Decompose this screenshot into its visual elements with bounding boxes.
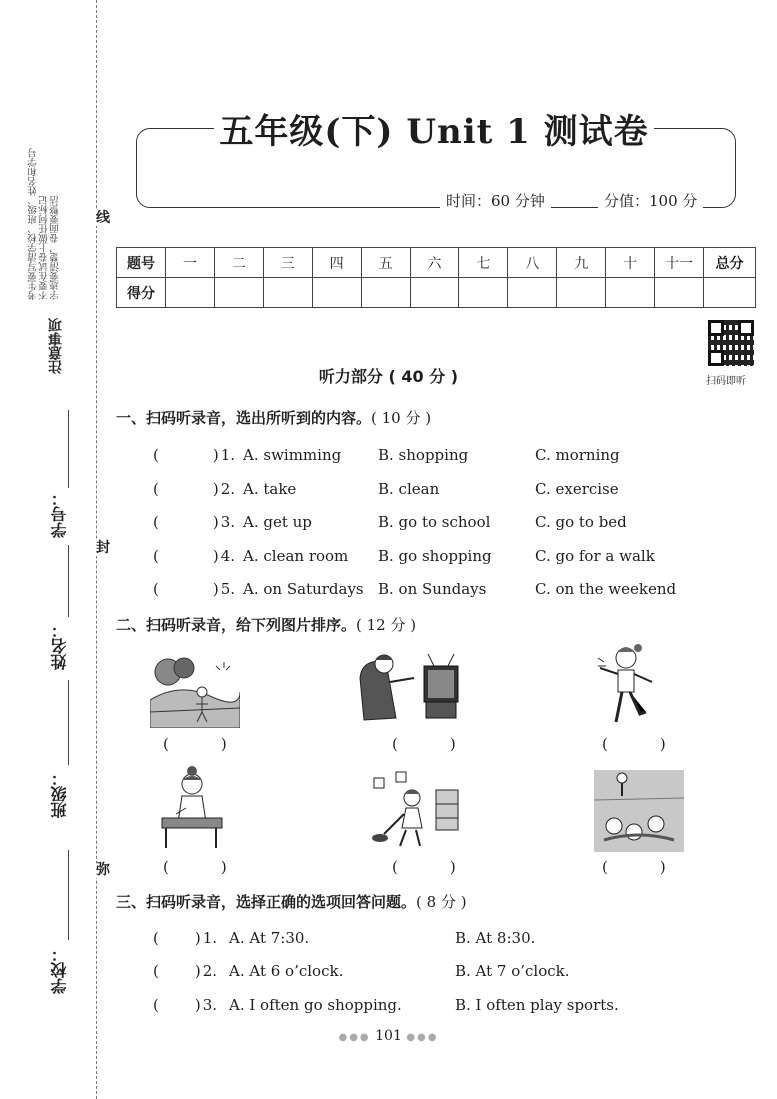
paren-close: ): [212, 446, 219, 464]
answer-blank[interactable]: [602, 735, 666, 753]
option-b: B. go shopping: [378, 547, 492, 565]
paren-open: (: [153, 446, 159, 464]
option-a: A. clean room: [243, 547, 349, 565]
paren-close: ): [220, 858, 227, 876]
notice-title: 注意事项: [48, 318, 64, 374]
paren-open: (: [392, 735, 398, 753]
cut-mark-seal: 封: [96, 540, 110, 556]
score-table-header-row: [117, 248, 756, 278]
answer-blank[interactable]: [153, 480, 235, 498]
option-b: B. At 8:30.: [455, 929, 536, 947]
doing-exercise-picture: [594, 642, 658, 728]
paren-close: ): [212, 580, 219, 598]
school-label: 学校：: [50, 946, 69, 994]
paren-open: (: [602, 858, 608, 876]
score-cell[interactable]: [459, 278, 508, 308]
paren-open: (: [163, 735, 169, 753]
class-line[interactable]: [68, 680, 69, 765]
playing-in-park-picture: [594, 770, 684, 852]
name-label: 姓名：: [50, 622, 69, 670]
item-number: 2.: [202, 962, 218, 980]
score-cell[interactable]: [312, 278, 361, 308]
score-cell[interactable]: [508, 278, 557, 308]
item-number: 3.: [202, 996, 218, 1014]
paren-close: ): [194, 962, 201, 980]
option-c: C. exercise: [535, 480, 619, 498]
score-cell[interactable]: [557, 278, 606, 308]
time-limit: 时间：60 分钟: [440, 190, 551, 211]
question-points: ( 10 分 ): [371, 409, 432, 427]
paren-close: ): [449, 858, 456, 876]
item-number: 3.: [220, 513, 236, 531]
paren-open: (: [153, 480, 159, 498]
paren-open: (: [153, 547, 159, 565]
answer-blank[interactable]: [153, 996, 217, 1014]
option-a: A. I often go shopping.: [229, 996, 402, 1014]
class-label: 班级：: [50, 770, 69, 818]
notice-line: 字迹要清楚，卷面要整洁: [50, 195, 61, 300]
answer-blank[interactable]: [153, 513, 235, 531]
table-cell: 九: [557, 248, 606, 278]
option-b: B. At 7 o’clock.: [455, 962, 570, 980]
table-cell: 四: [312, 248, 361, 278]
answer-blank[interactable]: [153, 962, 217, 980]
score-cell[interactable]: [704, 278, 756, 308]
option-c: C. go to bed: [535, 513, 627, 531]
paren-close: ): [212, 480, 219, 498]
option-a: A. take: [243, 480, 297, 498]
table-cell: 十: [606, 248, 655, 278]
section-heading: 听力部分 ( 40 分 ): [318, 367, 459, 386]
item-number: 1.: [202, 929, 218, 947]
answer-blank[interactable]: [153, 547, 235, 565]
score-cell[interactable]: [655, 278, 704, 308]
paren-open: (: [153, 929, 159, 947]
notice-line: 考生要写清学校、班级、姓名和学号: [28, 148, 39, 300]
score-table: [116, 247, 756, 308]
answer-blank[interactable]: [602, 858, 666, 876]
paren-open: (: [392, 858, 398, 876]
option-a: A. swimming: [243, 446, 342, 464]
answer-blank[interactable]: [153, 446, 235, 464]
paren-open: (: [153, 580, 159, 598]
table-cell: 得分: [117, 278, 166, 308]
school-line[interactable]: [68, 850, 69, 940]
table-cell: 七: [459, 248, 508, 278]
score-cell[interactable]: [361, 278, 410, 308]
paren-close: ): [220, 735, 227, 753]
option-a: A. At 6 o’clock.: [229, 962, 344, 980]
score-cell[interactable]: [263, 278, 312, 308]
paren-close: ): [449, 735, 456, 753]
student-id-line[interactable]: [68, 410, 69, 488]
question-title-text: 二、扫码听录音，给下列图片排序。: [116, 616, 357, 634]
paren-open: (: [153, 962, 159, 980]
cut-mark-mi: 弥: [96, 862, 110, 878]
item-number: 1.: [220, 446, 236, 464]
answer-blank[interactable]: [163, 735, 227, 753]
qr-label: 扫码即听: [706, 376, 746, 387]
answer-blank[interactable]: [153, 580, 235, 598]
score-table-score-row: [117, 278, 756, 308]
hiking-landscape-picture: [150, 652, 240, 728]
table-cell: 总分: [704, 248, 756, 278]
cleaning-room-picture: [370, 768, 462, 850]
answer-blank[interactable]: [392, 858, 456, 876]
total-score: 分值：100 分: [598, 190, 703, 211]
score-cell[interactable]: [166, 278, 215, 308]
paren-open: (: [153, 996, 159, 1014]
table-cell: 二: [214, 248, 263, 278]
paren-close: ): [659, 735, 666, 753]
paren-open: (: [163, 858, 169, 876]
option-c: C. morning: [535, 446, 620, 464]
table-cell: 六: [410, 248, 459, 278]
paren-close: ): [212, 547, 219, 565]
item-number: 2.: [220, 480, 236, 498]
option-a: A. At 7:30.: [229, 929, 310, 947]
item-number: 4.: [220, 547, 236, 565]
qr-code-icon[interactable]: [708, 320, 754, 366]
option-a: A. get up: [243, 513, 312, 531]
question-2-title: [116, 614, 416, 635]
paren-open: (: [153, 513, 159, 531]
option-b: B. clean: [378, 480, 440, 498]
score-cell[interactable]: [214, 278, 263, 308]
notice-text: [28, 88, 90, 300]
paren-close: ): [194, 929, 201, 947]
score-cell[interactable]: [410, 278, 459, 308]
watching-tv-picture: [356, 648, 462, 724]
page-number-text: 101: [375, 1028, 402, 1044]
table-cell: 五: [361, 248, 410, 278]
question-points: ( 12 分 ): [356, 616, 417, 634]
answer-blank[interactable]: [163, 858, 227, 876]
paren-close: ): [212, 513, 219, 531]
table-cell: 三: [263, 248, 312, 278]
option-a: A. on Saturdays: [243, 580, 364, 598]
paren-open: (: [602, 735, 608, 753]
table-cell: 八: [508, 248, 557, 278]
notice-line: 不要在试卷上做任何标记: [39, 195, 50, 300]
answer-blank[interactable]: [153, 929, 217, 947]
doing-homework-picture: [156, 766, 226, 850]
cut-mark-line: 线: [96, 210, 110, 226]
question-3-title: [116, 891, 467, 912]
name-line[interactable]: [68, 545, 69, 617]
option-b: B. shopping: [378, 446, 469, 464]
answer-blank[interactable]: [392, 735, 456, 753]
item-number: 5.: [220, 580, 236, 598]
option-b: B. go to school: [378, 513, 491, 531]
option-b: B. on Sundays: [378, 580, 487, 598]
student-id-label: 学号：: [50, 490, 69, 538]
question-title-text: 三、扫码听录音，选择正确的选项回答问题。: [116, 893, 417, 911]
score-cell[interactable]: [606, 278, 655, 308]
table-cell: 十一: [655, 248, 704, 278]
table-cell: 题号: [117, 248, 166, 278]
page-title: 五年级(下) Unit 1 测试卷: [214, 104, 654, 153]
option-b: B. I often play sports.: [455, 996, 619, 1014]
option-c: C. on the weekend: [535, 580, 677, 598]
question-1-title: [116, 407, 431, 428]
page-number: ●●● 101 ●●●: [338, 1028, 439, 1044]
option-c: C. go for a walk: [535, 547, 655, 565]
table-cell: 一: [166, 248, 215, 278]
paren-close: ): [659, 858, 666, 876]
question-title-text: 一、扫码听录音，选出所听到的内容。: [116, 409, 372, 427]
paren-close: ): [194, 996, 201, 1014]
question-points: ( 8 分 ): [416, 893, 467, 911]
